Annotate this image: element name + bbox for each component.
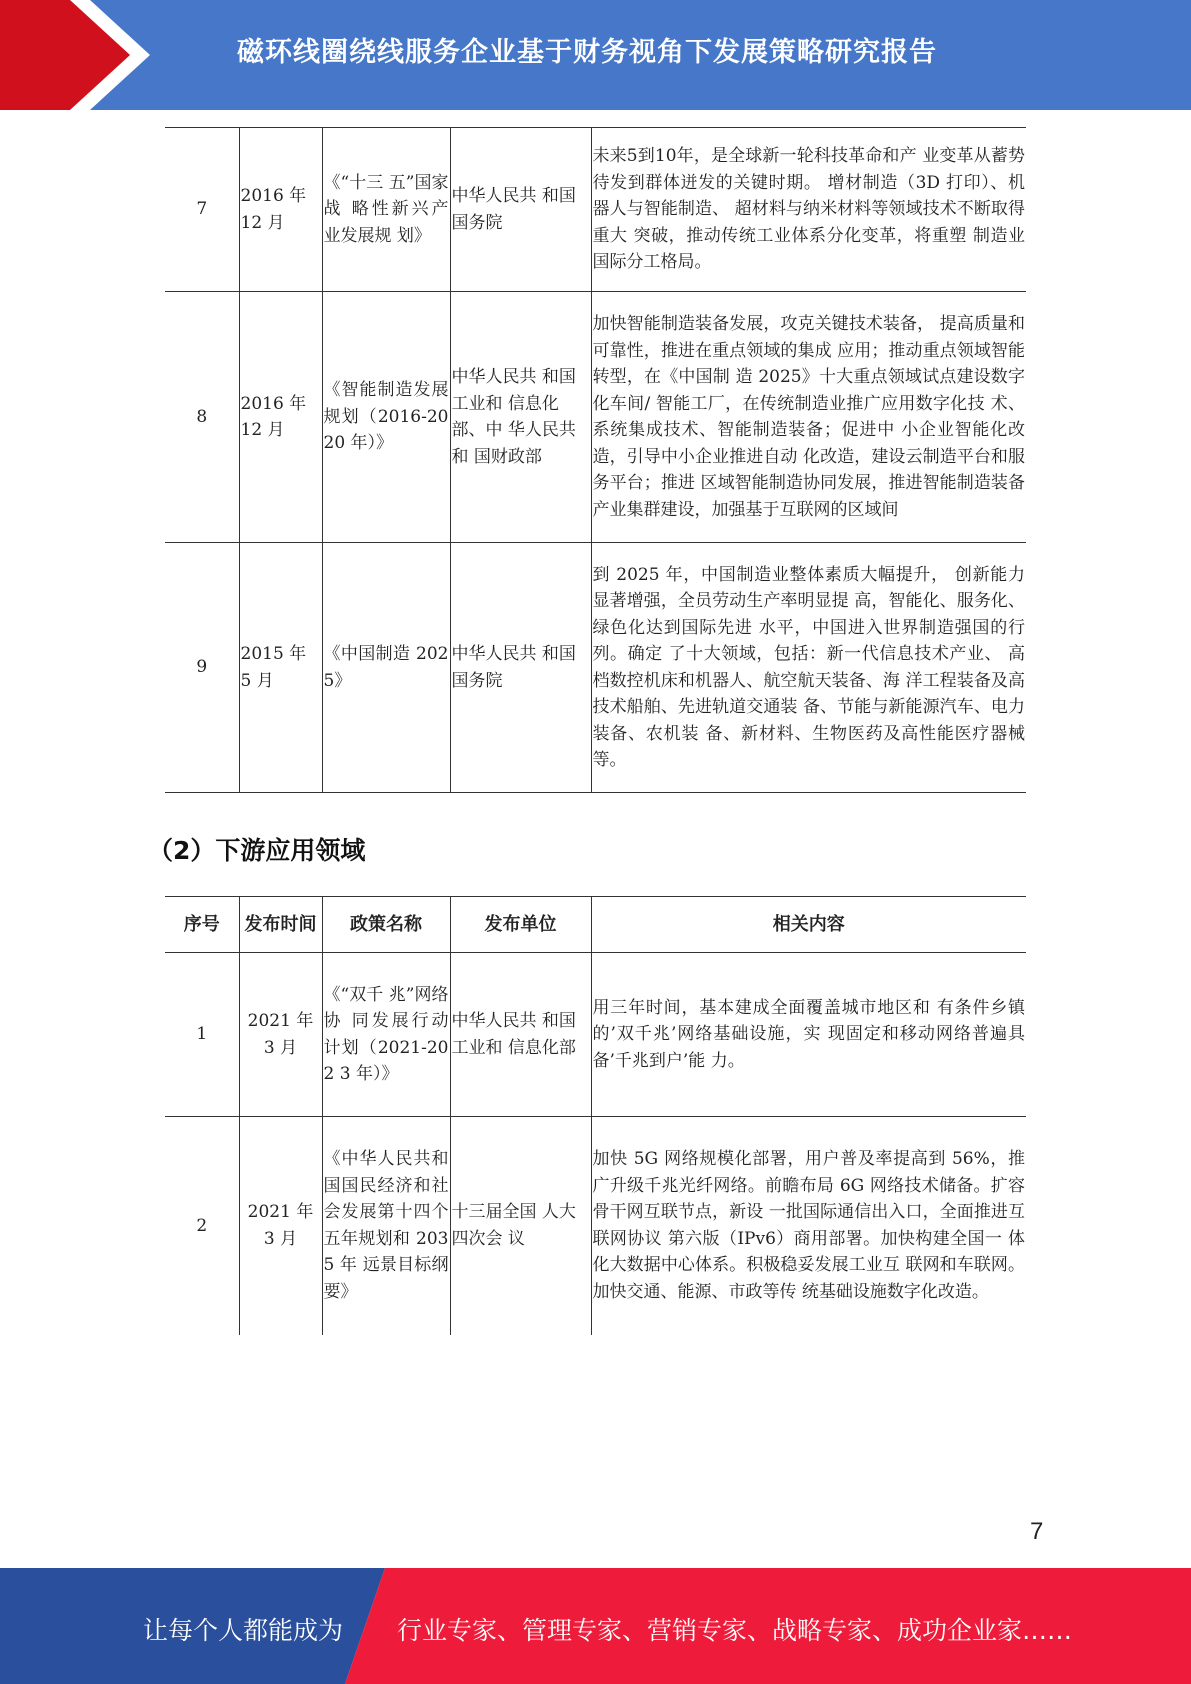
row-number: 1 (165, 953, 239, 1117)
policy-content: 未来5到10年，是全球新一轮科技革命和产 业变革从蓄势待发到群体迸发的关键时期。 增材制造（3D 打印）、机器人与智能制造、 超材料与纳米材料等领域技术不断取得重大 突破，推动传统工业体系分化变革，将重塑 制造业国际分工格局。 (591, 128, 1026, 292)
issuer: 中华人民共 和国国务院 (450, 543, 591, 793)
policy-name: 《中华人民共和国国民经济和社会发展第十四个五年规划和 2035 年 远景目标纲 要》 (322, 1117, 450, 1335)
policy-content: 加快 5G 网络规模化部署，用户普及率提高到 56%，推广升级千兆光纤网络。前瞻布局 6G 网络技术储备。扩容骨干网互联节点，新设 一批国际通信出入口，全面推进互联网协议 第六版（IPv6）商用部署。加快构建全国一 体化大数据中心体系。积极稳妥发展工业互 联网和车联网。加快交通、能源、市政等传 统基础设施数字化改造。 (591, 1117, 1026, 1335)
policy-name: 《“双千 兆”网络协 同发展行动 计划（2021-202 3 年）》 (322, 953, 450, 1117)
header-content: 相关内容 (591, 897, 1026, 953)
section-heading: （2）下游应用领域 (148, 836, 366, 865)
row-number: 2 (165, 1117, 239, 1335)
footer-slogan-left: 让每个人都能成为 (143, 1616, 344, 1645)
row-number: 9 (165, 543, 239, 793)
policy-table-upstream (165, 127, 1026, 793)
issuer: 十三届全国 人大四次会 议 (450, 1117, 591, 1335)
issuer: 中华人民共 和国国务院 (450, 128, 591, 292)
row-number: 8 (165, 292, 239, 543)
policy-content: 用三年时间，基本建成全面覆盖城市地区和 有条件乡镇的’双千兆’网络基础设施，实 现固定和移动网络普遍具备’千兆到户’能 力。 (591, 953, 1026, 1117)
header-issuer: 发布单位 (450, 897, 591, 953)
header-banner (0, 0, 1191, 110)
row-number: 7 (165, 128, 239, 292)
policy-name: 《中国制造 2025》 (322, 543, 450, 793)
table-row (165, 1117, 1026, 1335)
header-name: 政策名称 (322, 897, 450, 953)
header-date: 发布时间 (239, 897, 322, 953)
page-number: 7 (1030, 1518, 1044, 1545)
release-date: 2021 年 3 月 (239, 1117, 322, 1335)
policy-content: 加快智能制造装备发展，攻克关键技术装备， 提高质量和可靠性，推进在重点领域的集成 应用；推动重点领域智能转型，在《中国制 造 2025》十大重点领域试点建设数字化车间/ 智能工厂，在传统制造业推广应用数字化技 术、系统集成技术、智能制造装备；促进中 小企业智能化改造，引导中小企业推进自动 化改造，建设云制造平台和服务平台；推进 区域智能制造协同发展，推进智能制造装备产业集群建设，加强基于互联网的区域间 (591, 292, 1026, 543)
table-row (165, 543, 1026, 793)
issuer: 中华人民共 和国工业和 信息化部 (450, 953, 591, 1117)
release-date: 2016 年 12 月 (239, 292, 322, 543)
table-header-row (165, 897, 1026, 953)
issuer: 中华人民共 和国工业和 信息化部、中 华人民共和 国财政部 (450, 292, 591, 543)
release-date: 2021 年 3 月 (239, 953, 322, 1117)
table-row (165, 953, 1026, 1117)
footer-slogan-right: 行业专家、管理专家、营销专家、战略专家、成功企业家…… (397, 1616, 1073, 1645)
policy-name: 《“十三 五”国家战 略性新兴产 业发展规 划》 (322, 128, 450, 292)
header-no: 序号 (165, 897, 239, 953)
policy-content: 到 2025 年，中国制造业整体素质大幅提升， 创新能力显著增强，全员劳动生产率明显提 高，智能化、服务化、绿色化达到国际先进 水平，中国进入世界制造强国的行列。确定 了十大领域，包括：新一代信息技术产业、 高档数控机床和机器人、航空航天装备、海 洋工程装备及高技术船舶、先进轨道交通装 备、节能与新能源汽车、电力装备、农机装 备、新材料、生物医药及高性能医疗器械等。 (591, 543, 1026, 793)
policy-name: 《智能制造发展规划（2016-2020 年）》 (322, 292, 450, 543)
footer-banner (0, 1568, 1191, 1684)
release-date: 2016 年 12 月 (239, 128, 322, 292)
table-row (165, 128, 1026, 292)
policy-table-downstream (165, 896, 1026, 1335)
report-title: 磁环线圈绕线服务企业基于财务视角下发展策略研究报告 (237, 37, 937, 68)
table-row (165, 292, 1026, 543)
release-date: 2015 年 5 月 (239, 543, 322, 793)
